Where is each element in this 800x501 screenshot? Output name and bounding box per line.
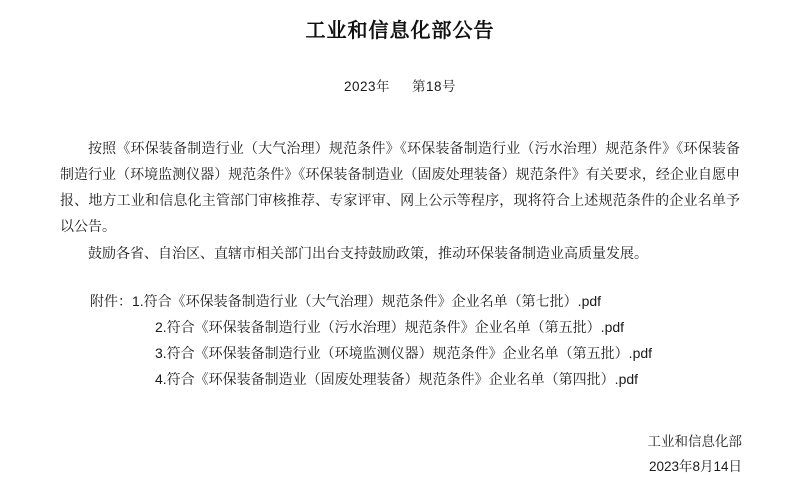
attachment-link-4[interactable]: 4.符合《环保装备制造业（固废处理装备）规范条件》企业名单（第四批）.pdf (155, 371, 639, 387)
document-number (0, 75, 800, 95)
document-year: 2023年 (343, 79, 390, 94)
document-page (0, 14, 800, 501)
paragraph-2: 鼓励各省、自治区、直辖市相关部门出台支持鼓励政策，推动环保装备制造业高质量发展。 (88, 245, 648, 261)
paragraph-1: 按照《环保装备制造行业（大气治理）规范条件》《环保装备制造行业（污水治理）规范条件》《环保装备制造行业（环境监测仪器）规范条件》《环保装备制造业（固废处理装备）规范条件》有关要求，经企业自愿申报、地方工业和信息化主管部门审核推荐、专家评审、网上公示等程序，现将符合上述规范条件的企业名单予以公告。 (60, 140, 740, 234)
document-issue: 第18号 (412, 79, 457, 94)
issuing-organization: 工业和信息化部 (647, 434, 742, 449)
attachment-row-2 (60, 314, 740, 340)
attachment-link-2[interactable]: 2.符合《环保装备制造行业（污水治理）规范条件》企业名单（第五批）.pdf (155, 319, 625, 335)
attachments-label: 附件： (90, 293, 132, 309)
document-body (60, 135, 740, 266)
attachment-link-1[interactable]: 1.符合《环保装备制造行业（大气治理）规范条件》企业名单（第七批）.pdf (132, 293, 602, 309)
page-title: 工业和信息化部公告 (305, 20, 495, 42)
attachment-row-1 (60, 288, 740, 314)
signature-block (648, 429, 743, 479)
attachment-row-3 (60, 340, 740, 366)
attachment-row-4 (60, 366, 740, 392)
attachments-list (60, 288, 740, 392)
attachment-link-3[interactable]: 3.符合《环保装备制造行业（环境监测仪器）规范条件》企业名单（第五批）.pdf (155, 345, 653, 361)
issue-date: 2023年8月14日 (648, 459, 742, 474)
